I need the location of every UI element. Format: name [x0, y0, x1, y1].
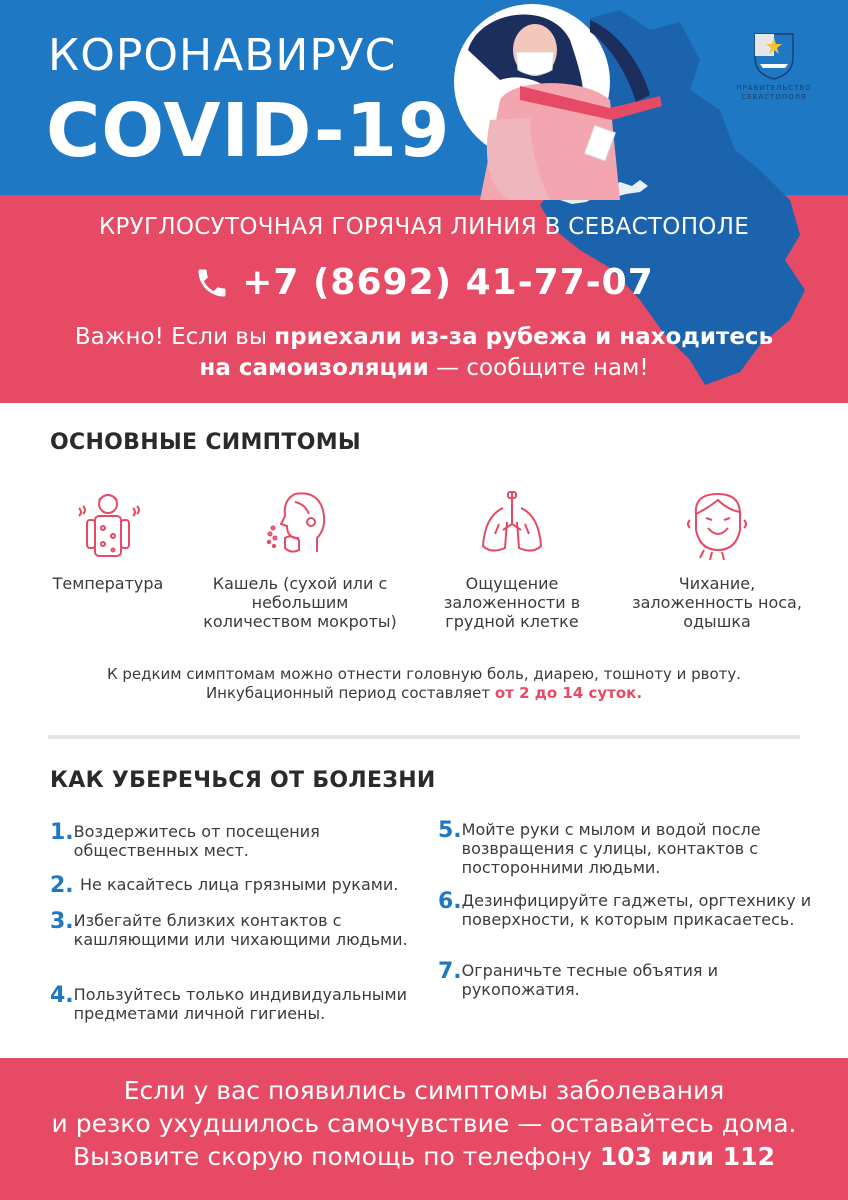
incubation-period: от 2 до 14 суток. — [494, 684, 643, 702]
important-notice-bold: на самоизоляции — [199, 355, 429, 381]
tip-text: Ограничьте тесные объятия и рукопожатия. — [461, 961, 719, 999]
symptom-item — [617, 488, 817, 631]
incubation-text: Инкубационный период составляет — [205, 684, 495, 702]
prevention-tip — [438, 961, 738, 999]
lungs-icon — [477, 488, 547, 560]
sick-woman-illustration — [440, 0, 680, 220]
important-notice-bold: приехали из-за рубежа и находитесь — [274, 324, 774, 350]
cough-icon — [265, 488, 335, 560]
hotline-title: КРУГЛОСУТОЧНАЯ ГОРЯЧАЯ ЛИНИЯ В СЕВАСТОПОЛЕ — [98, 214, 750, 240]
tip-text: Мойте руки с мылом и водой после возвращения с улицы, контактов с посторонними людьми. — [461, 820, 761, 877]
hotline-phone-row — [0, 262, 848, 303]
tip-text: Избегайте близких контактов с кашляющими или чихающими людьми. — [73, 911, 408, 949]
section-divider — [48, 735, 800, 739]
emergency-numbers[interactable]: 103 или 112 — [599, 1142, 775, 1171]
prevention-tip — [50, 911, 410, 949]
symptom-label: Ощущение заложенности в грудной клетке — [443, 574, 581, 631]
symptom-label: Температура — [52, 574, 164, 593]
sneeze-icon — [682, 488, 752, 560]
tip-number: 3. — [50, 909, 74, 934]
tip-number: 4. — [50, 983, 74, 1008]
prevention-tip — [438, 891, 818, 929]
footer-message — [0, 1074, 848, 1173]
symptom-item — [200, 488, 400, 631]
sevastopol-emblem-icon — [752, 30, 796, 80]
important-notice — [0, 322, 848, 384]
footer-line3 — [0, 1140, 848, 1173]
footer-line2: и резко ухудшилось самочувствие — оставайтесь дома. — [51, 1109, 797, 1138]
important-notice-line1 — [0, 322, 848, 353]
government-caption-line2: СЕВАСТОПОЛЯ — [741, 93, 807, 101]
tip-number: 7. — [438, 959, 462, 984]
fever-icon — [73, 488, 143, 560]
prevention-tip — [50, 822, 390, 860]
symptom-item — [412, 488, 612, 631]
tip-number: 1. — [50, 820, 74, 845]
footer-line1: Если у вас появились симптомы заболевания — [123, 1076, 725, 1105]
rare-symptoms-note — [0, 665, 848, 703]
government-caption-line1: ПРАВИТЕЛЬСТВО — [736, 84, 812, 92]
tip-number: 5. — [438, 818, 462, 843]
tip-text: Не касайтесь лица грязными руками. — [80, 875, 399, 894]
symptom-label: Чихание, заложенность носа, одышка — [632, 574, 802, 631]
page-subtitle: COVID-19 — [46, 88, 451, 174]
symptom-label: Кашель (сухой или с небольшим количеством мокроты) — [203, 574, 397, 631]
government-caption — [726, 84, 822, 102]
tip-number: 2. — [50, 873, 74, 898]
tip-number: 6. — [438, 889, 462, 914]
footer-line3-text: Вызовите скорую помощь по телефону — [73, 1142, 600, 1171]
tip-text: Пользуйтесь только индивидуальными предметами личной гигиены. — [73, 985, 408, 1023]
page-title: КОРОНАВИРУС — [48, 30, 397, 81]
phone-icon — [194, 265, 230, 301]
symptom-item — [8, 488, 208, 593]
important-notice-text: Важно! Если вы — [74, 324, 275, 350]
prevention-tip — [50, 985, 430, 1023]
prevention-tip — [50, 875, 440, 897]
symptoms-heading: ОСНОВНЫЕ СИМПТОМЫ — [50, 430, 361, 455]
important-notice-text: — сообщите нам! — [428, 355, 649, 381]
prevention-heading: КАК УБЕРЕЧЬСЯ ОТ БОЛЕЗНИ — [50, 768, 436, 793]
hotline-phone-number[interactable]: +7 (8692) 41-77-07 — [242, 262, 654, 303]
rare-symptoms-text: К редким симптомам можно отнести головную боль, диарею, тошноту и рвоту. — [106, 665, 742, 683]
incubation-line — [0, 684, 848, 703]
tip-text: Воздержитесь от посещения общественных мест. — [73, 822, 320, 860]
tip-text: Дезинфицируйте гаджеты, оргтехнику и поверхности, к которым прикасаетесь. — [461, 891, 812, 929]
prevention-tip — [438, 820, 808, 877]
important-notice-line2 — [0, 353, 848, 384]
